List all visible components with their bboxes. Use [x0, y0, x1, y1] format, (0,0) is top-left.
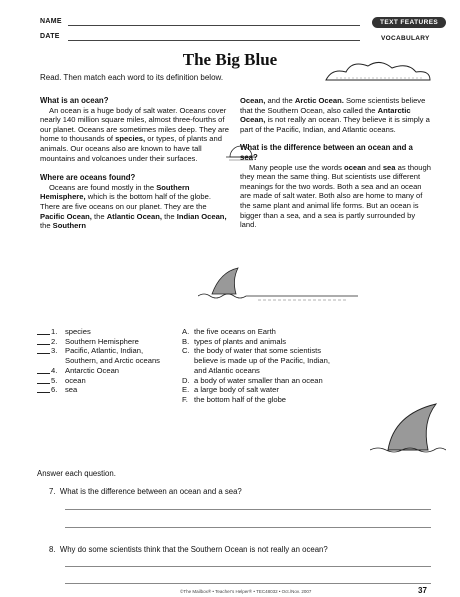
answer-line[interactable]: [65, 527, 431, 528]
cloud-illustration: [322, 56, 434, 86]
date-line[interactable]: [68, 40, 360, 41]
intro-instructions: Read. Then match each word to its definition below.: [40, 73, 224, 82]
term-row: 4. Antarctic Ocean: [37, 366, 172, 376]
page-number: 37: [418, 586, 427, 595]
large-shark-fin-illustration: [370, 400, 446, 456]
paragraph-ocean: An ocean is a huge body of salt water. Oceans cover nearly 140 million square miles, almost three-fourths of our planet. Oceans are sometimes miles deep. They are home to thousands of species, or types, of plants and animals. Our oceans also are known to have tall mountains and volcanoes under their surfaces.: [40, 105, 229, 163]
answer-blank[interactable]: [37, 337, 50, 345]
heading-what-is-ocean: What is an ocean?: [40, 96, 109, 105]
definition-row: B. types of plants and animals: [182, 336, 287, 346]
answer-blank[interactable]: [37, 366, 50, 374]
question-7: 7. What is the difference between an ocean and a sea?: [49, 487, 242, 496]
name-line[interactable]: [68, 25, 360, 26]
question-8: 8. Why do some scientists think that the Southern Ocean is not really an ocean?: [49, 545, 328, 554]
definition-row: E. a large body of salt water: [182, 385, 279, 395]
answer-heading: Answer each question.: [37, 469, 116, 478]
answer-line[interactable]: [65, 583, 431, 584]
right-column: [240, 96, 432, 230]
term-row: 6. sea: [37, 385, 172, 395]
answer-blank[interactable]: [37, 327, 50, 335]
answer-line[interactable]: [65, 566, 431, 567]
term-row: 3. Pacific, Atlantic, Indian, Southern, and Arctic oceans: [37, 346, 172, 365]
text-features-badge: TEXT FEATURES: [372, 17, 446, 28]
answer-blank[interactable]: [37, 385, 50, 393]
date-label: DATE: [40, 33, 60, 40]
heading-where-oceans: Where are oceans found?: [40, 173, 136, 183]
answer-blank[interactable]: [37, 376, 50, 384]
name-label: NAME: [40, 18, 62, 25]
paragraph-ocean-vs-sea: Many people use the words ocean and sea as though they mean the same thing. But scientists use different meanings for the two words. Both a sea and an ocean are made of salt water. Both also are home to many of the same plant and animal life forms. But an ocean is bigger than a sea, and a sea is partly surrounded by land.: [240, 162, 431, 230]
terms-list: [37, 327, 172, 395]
definition-row: A. the five oceans on Earth: [182, 327, 276, 336]
paragraph-where: Oceans are found mostly in the Southern Hemisphere, which is the bottom half of the globe. There are five oceans on our planet. They are the Pacific Ocean, the Atlantic Ocean, the Indian Ocean, the Southern: [40, 182, 227, 231]
definition-row: C. the body of water that some scientists believe is made up of the Pacific, Indian, and Atlantic oceans: [182, 346, 330, 375]
definition-row: D. a body of water smaller than an ocean: [182, 375, 323, 385]
definitions-list: [182, 327, 382, 405]
shark-fin-illustration: [198, 266, 360, 304]
footer-credit: ©The Mailbox® • Teacher's Helper® • TEC48032 • Oct./Nov. 2007: [180, 589, 312, 594]
vocabulary-label: VOCABULARY: [381, 35, 430, 42]
answer-line[interactable]: [65, 509, 431, 510]
heading-ocean-vs-sea: What is the difference between an ocean and a sea?: [240, 143, 413, 162]
paragraph-oceans-cont: Ocean, and the Arctic Ocean. Some scientists believe that the Southern Ocean, also called the Antarctic Ocean, is not really an ocean. They believe it is simply a part of the Pacific, Indian, and Atlantic oceans.: [240, 96, 430, 134]
answer-blank[interactable]: [37, 346, 50, 354]
term-row: 5. ocean: [37, 376, 172, 386]
left-column: [40, 96, 230, 231]
term-row: 2. Southern Hemisphere: [37, 337, 172, 347]
definition-row: F. the bottom half of the globe: [182, 394, 287, 404]
term-row: 1. species: [37, 327, 172, 337]
page-title: The Big Blue: [182, 50, 278, 69]
